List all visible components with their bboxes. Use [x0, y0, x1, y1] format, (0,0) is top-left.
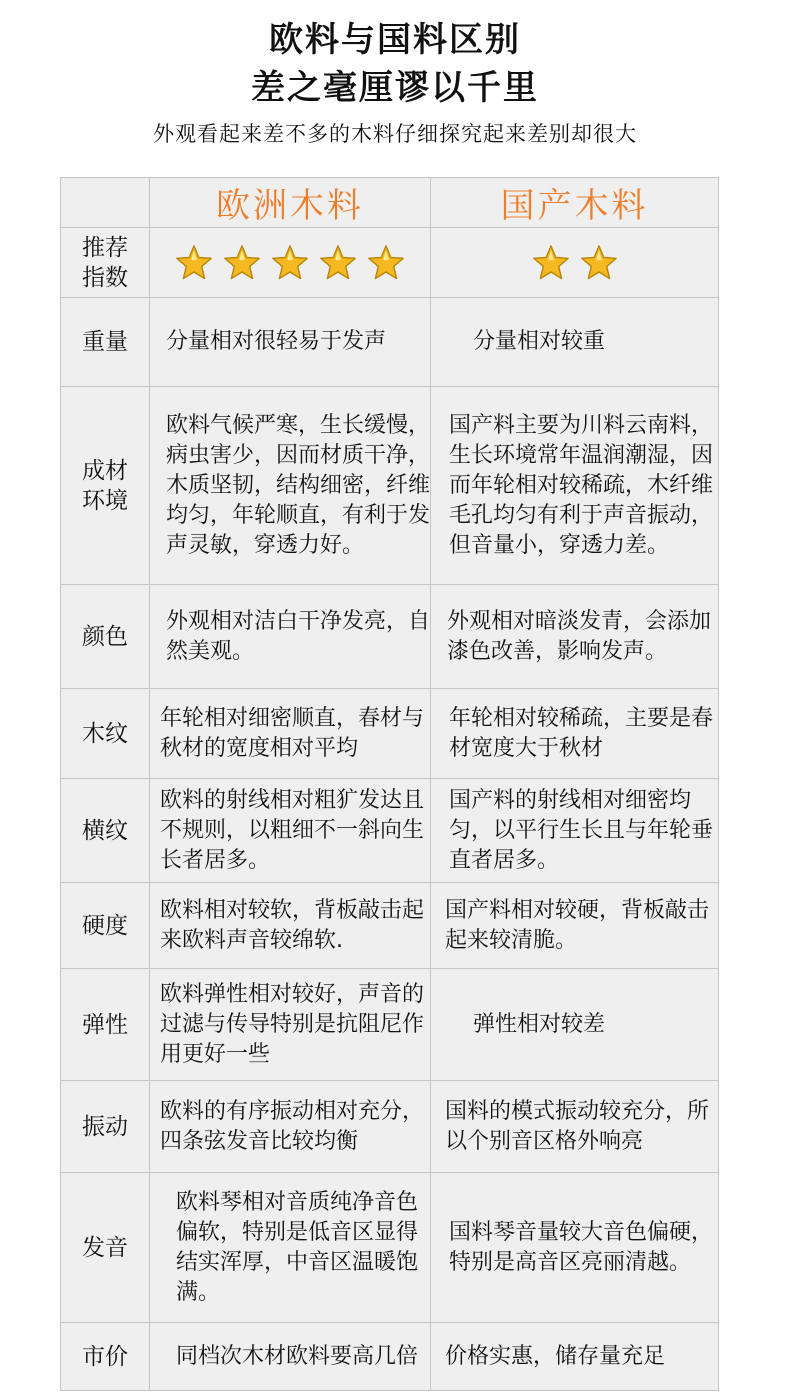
table-row — [61, 779, 719, 883]
row-label: 木纹 — [61, 689, 150, 779]
europe-cell: 欧料弹性相对较好，声音的过滤与传导特别是抗阻尼作用更好一些 — [150, 969, 431, 1081]
header-row — [61, 178, 719, 228]
page-subtitle: 外观看起来差不多的木料仔细探究起来差别却很大 — [153, 122, 637, 146]
star-icon — [271, 244, 309, 282]
domestic-cell: 国料琴音量较大音色偏硬，特别是高音区亮丽清越。 — [431, 1173, 719, 1323]
row-label-rating-line1: 推荐 — [82, 234, 128, 261]
row-label: 硬度 — [61, 883, 150, 969]
domestic-cell: 外观相对暗淡发青，会添加漆色改善，影响发声。 — [431, 585, 719, 689]
star-icon — [367, 244, 405, 282]
europe-cell: 欧料的射线相对粗犷发达且不规则，以粗细不一斜向生长者居多。 — [150, 779, 431, 883]
star-icon — [319, 244, 357, 282]
star-icon — [223, 244, 261, 282]
domestic-cell: 国产料主要为川料云南料，生长环境常年温润潮湿，因而年轮相对较稀疏，木纤维毛孔均匀有利于声音振动，但音量小，穿透力差。 — [431, 387, 719, 585]
table-row — [61, 298, 719, 387]
star-icon — [175, 244, 213, 282]
domestic-cell: 国料的模式振动较充分，所以个别音区格外响亮 — [431, 1081, 719, 1173]
column-header-domestic: 国产木料 — [431, 178, 719, 228]
row-label: 发音 — [61, 1173, 150, 1323]
table-row — [61, 1173, 719, 1323]
domestic-cell: 年轮相对较稀疏，主要是春材宽度大于秋材 — [431, 689, 719, 779]
europe-cell: 欧料气候严寒，生长缓慢，病虫害少，因而材质干净，木质坚韧，结构细密，纤维均匀，年轮顺直，有利于发声灵敏，穿透力好。 — [150, 387, 431, 585]
domestic-cell: 国产料相对较硬，背板敲击起来较清脆。 — [431, 883, 719, 969]
row-label-line1: 成材 — [82, 457, 128, 484]
star-icon — [580, 244, 618, 282]
domestic-cell: 弹性相对较差 — [431, 969, 719, 1081]
row-label: 重量 — [61, 298, 150, 387]
page-title-line2: 差之毫厘谬以千里 — [251, 68, 539, 108]
europe-cell: 外观相对洁白干净发亮，自然美观。 — [150, 585, 431, 689]
europe-cell: 分量相对很轻易于发声 — [150, 298, 431, 387]
page-title: 欧料与国料区别 — [269, 20, 521, 60]
comparison-table — [60, 177, 719, 1391]
domestic-rating-stars — [431, 228, 719, 298]
row-label: 市价 — [61, 1323, 150, 1391]
row-label: 横纹 — [61, 779, 150, 883]
europe-cell: 欧料相对较软，背板敲击起来欧料声音较绵软. — [150, 883, 431, 969]
row-label-line2: 环境 — [82, 487, 128, 514]
row-label — [61, 387, 150, 585]
europe-cell: 欧料琴相对音质纯净音色偏软，特别是低音区显得结实浑厚，中音区温暖饱满。 — [150, 1173, 431, 1323]
table-row — [61, 1323, 719, 1391]
domestic-cell: 价格实惠，储存量充足 — [431, 1323, 719, 1391]
star-icon — [532, 244, 570, 282]
column-header-europe: 欧洲木料 — [150, 178, 431, 228]
europe-cell: 欧料的有序振动相对充分，四条弦发音比较均衡 — [150, 1081, 431, 1173]
row-label: 颜色 — [61, 585, 150, 689]
row-label: 弹性 — [61, 969, 150, 1081]
table-row — [61, 585, 719, 689]
domestic-cell: 分量相对较重 — [431, 298, 719, 387]
domestic-cell: 国产料的射线相对细密均匀，以平行生长且与年轮垂直者居多。 — [431, 779, 719, 883]
europe-rating-stars — [150, 228, 431, 298]
europe-cell: 年轮相对细密顺直，春材与秋材的宽度相对平均 — [150, 689, 431, 779]
europe-cell: 同档次木材欧料要高几倍 — [150, 1323, 431, 1391]
corner-cell — [61, 178, 150, 228]
row-label-rating — [61, 228, 150, 298]
table-row-rating — [61, 228, 719, 298]
table-row — [61, 883, 719, 969]
table-row — [61, 689, 719, 779]
table-row — [61, 387, 719, 585]
row-label-rating-line2: 指数 — [82, 264, 128, 291]
table-row — [61, 969, 719, 1081]
row-label: 振动 — [61, 1081, 150, 1173]
table-row — [61, 1081, 719, 1173]
